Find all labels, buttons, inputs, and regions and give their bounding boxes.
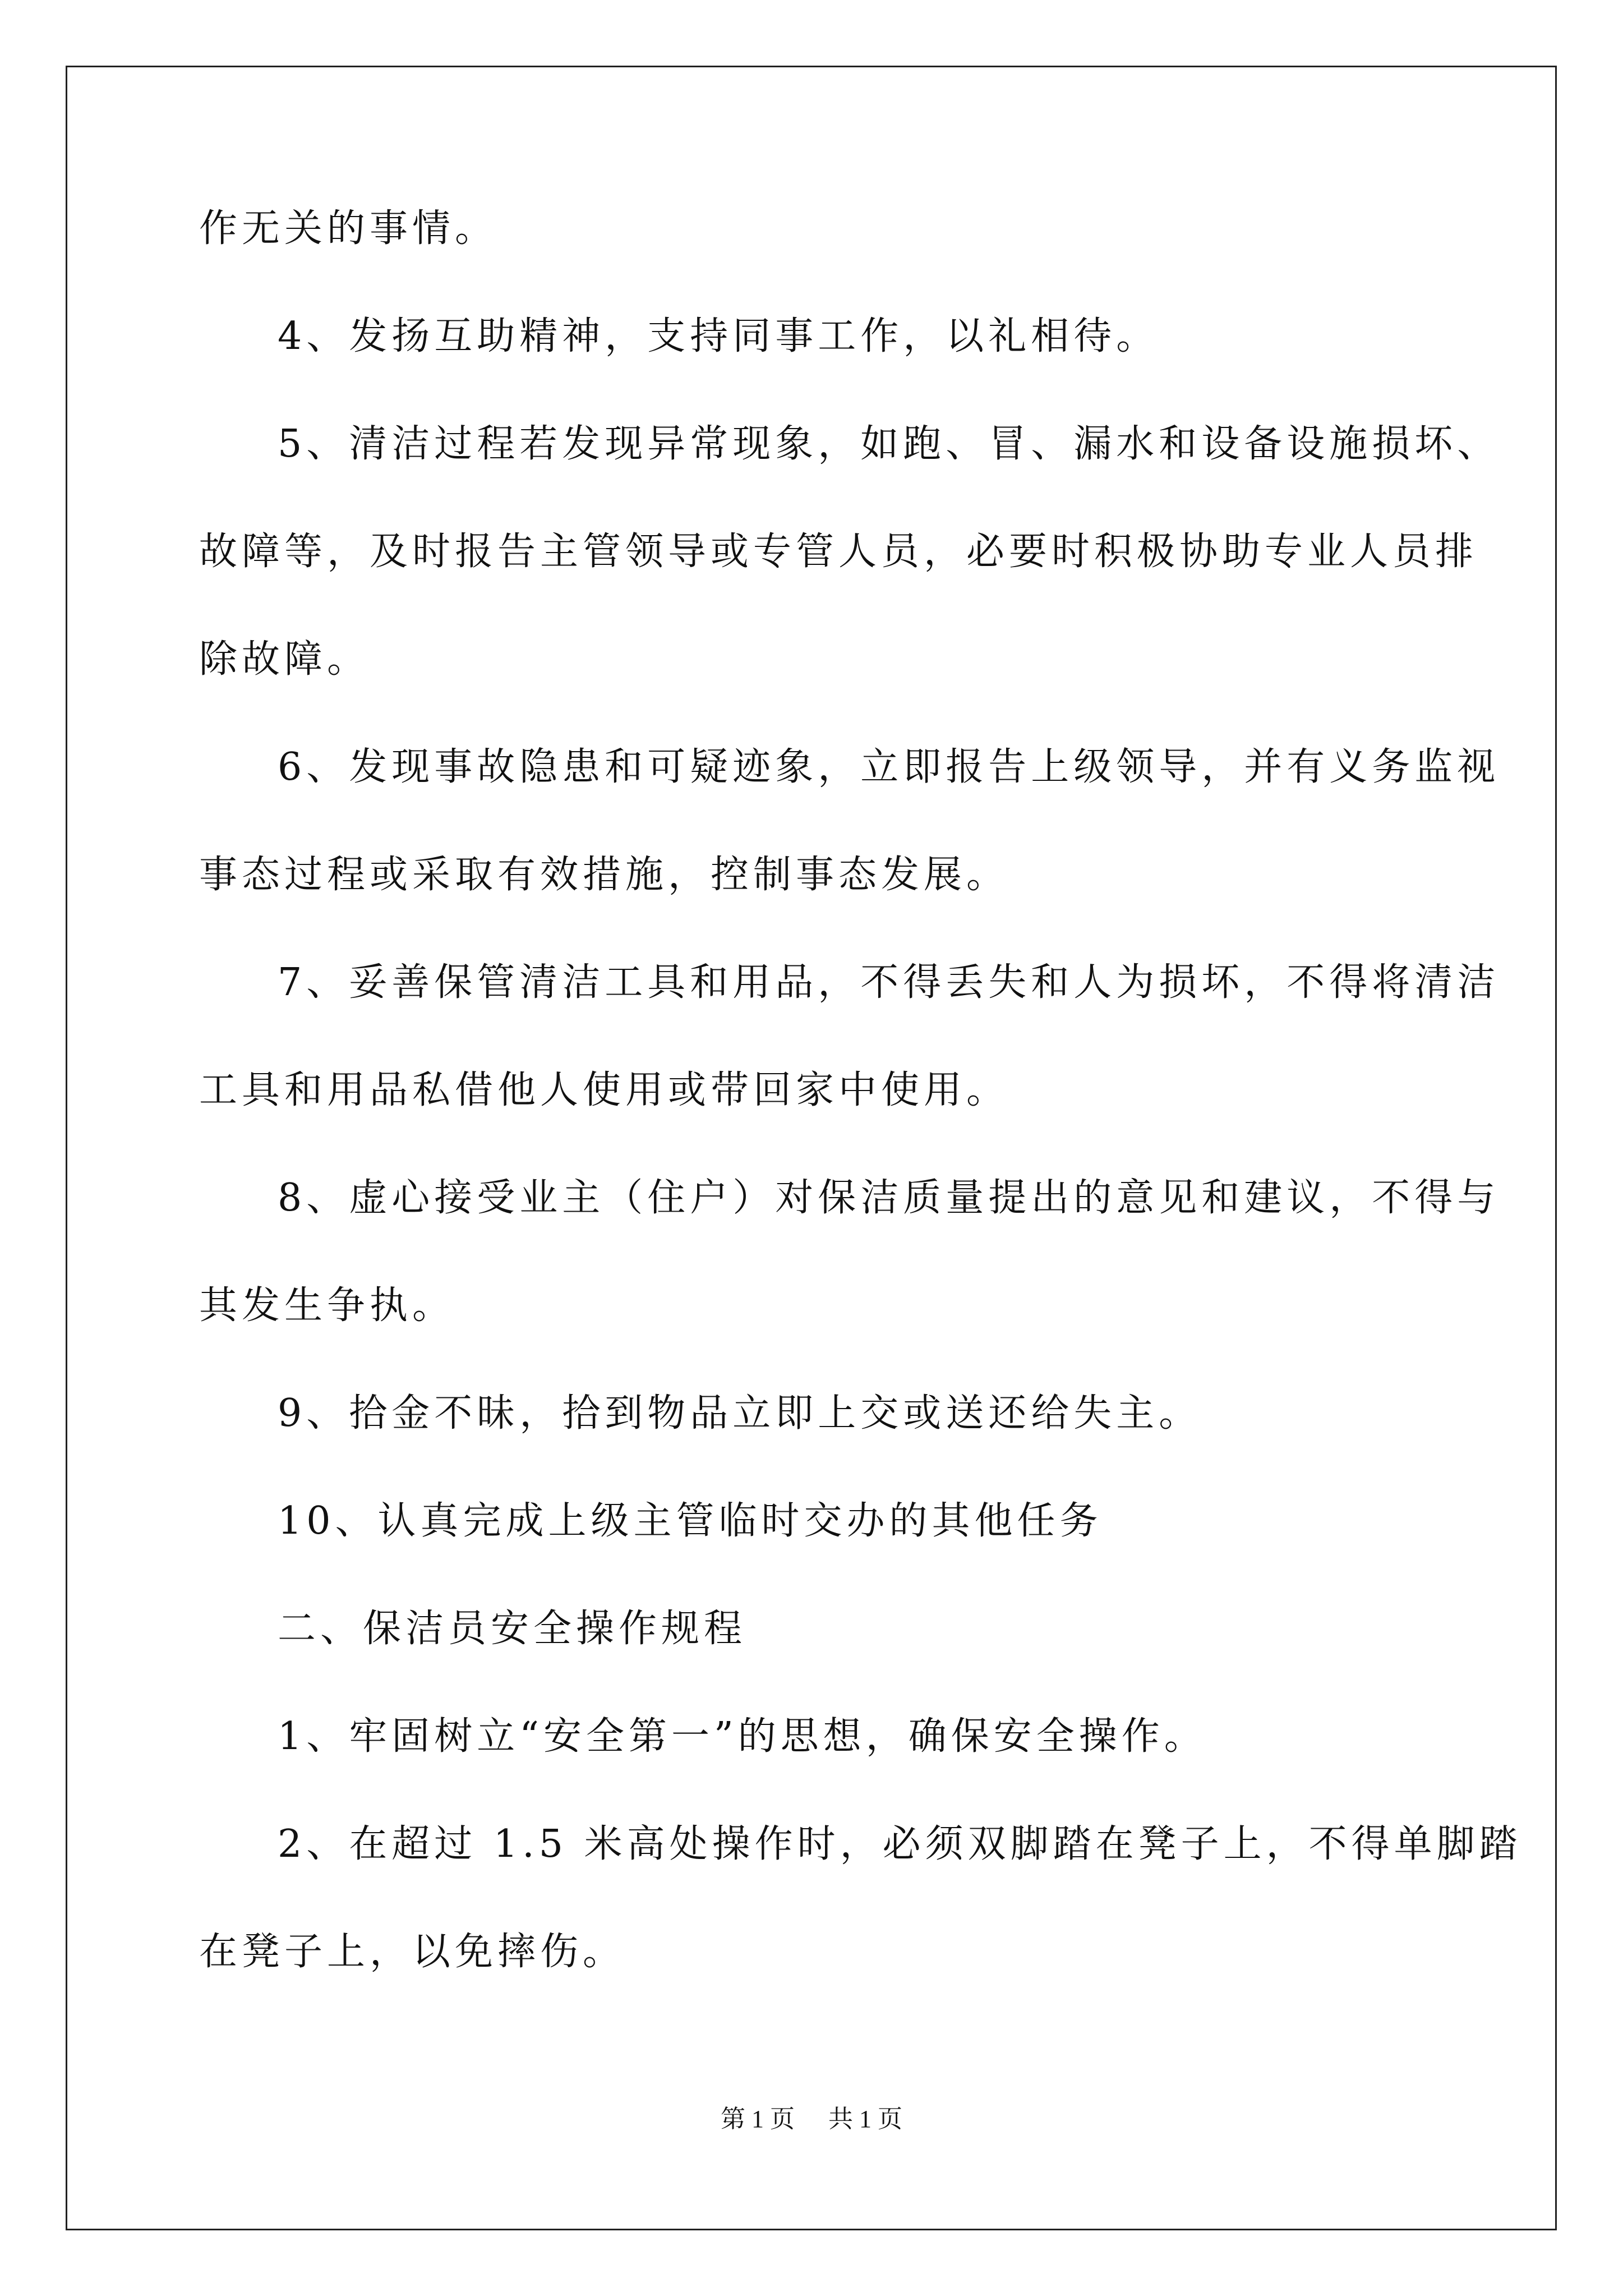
text-line: 事态过程或采取有效措施，控制事态发展。 [199,853,1009,897]
text-line: 故障等，及时报告主管领导或专管人员，必要时积极协助专业人员排 [199,530,1478,574]
document-body [199,202,1522,2033]
text-line: 6、发现事故隐患和可疑迹象，立即报告上级领导，并有义务监视 [278,745,1500,789]
text-line: 7、妥善保管清洁工具和用品，不得丢失和人为损坏，不得将清洁 [278,960,1500,1005]
section-heading: 二、保洁员安全操作规程 [278,1607,747,1651]
text-line: 除故障。 [199,637,370,682]
page-number: 第 1 页 [721,2105,795,2133]
text-line: 9、拾金不昧，拾到物品立即上交或送还给失主。 [278,1391,1202,1435]
text-line: 其发生争执。 [199,1283,455,1328]
page-footer [0,2102,1623,2136]
text-line: 4、发扬互助精神，支持同事工作，以礼相待。 [278,314,1159,358]
text-line: 在凳子上，以免摔伤。 [199,1930,626,1974]
text-line: 作无关的事情。 [199,206,498,251]
page-total: 共 1 页 [828,2105,902,2133]
text-line: 8、虚心接受业主（住户）对保洁质量提出的意见和建议，不得与 [278,1176,1500,1220]
text-line: 工具和用品私借他人使用或带回家中使用。 [199,1068,1009,1112]
text-line: 2、在超过 1.5 米高处操作时，必须双脚踏在凳子上，不得单脚踏 [278,1822,1522,1866]
text-line: 1、牢固树立“安全第一”的思想，确保安全操作。 [278,1714,1207,1759]
text-line: 10、认真完成上级主管临时交办的其他任务 [278,1499,1103,1543]
text-line: 5、清洁过程若发现异常现象，如跑、冒、漏水和设备设施损坏、 [278,422,1500,466]
